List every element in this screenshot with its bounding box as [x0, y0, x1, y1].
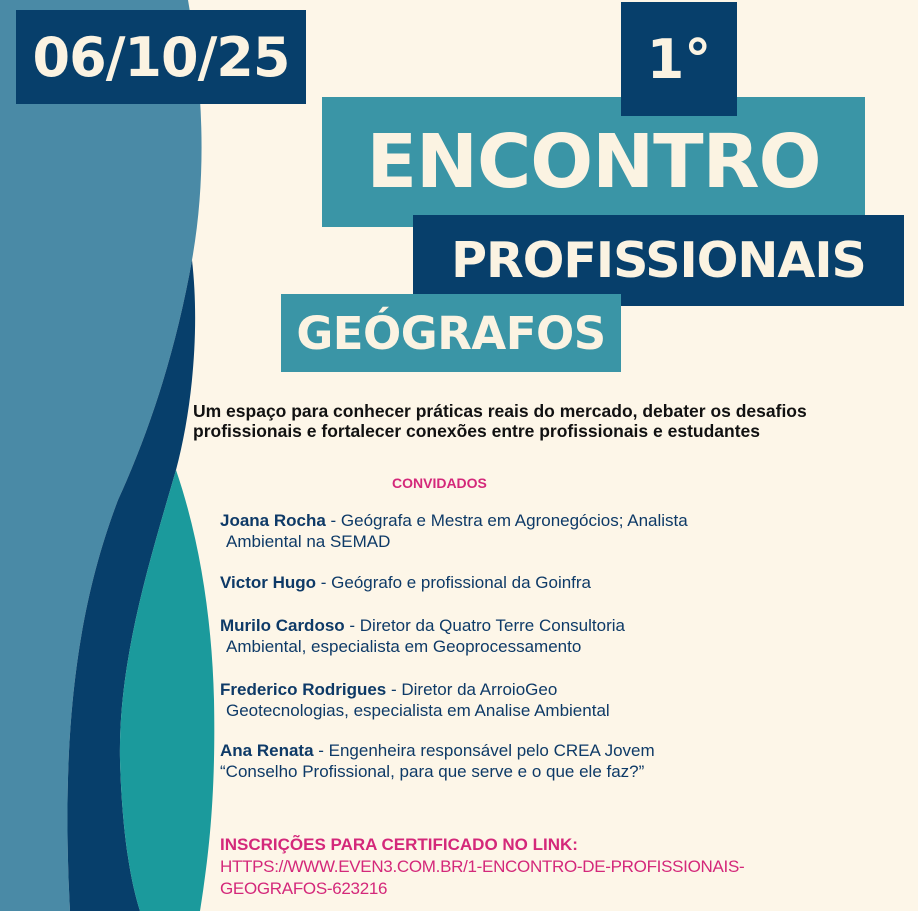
guest-description-cont: Ambiental na SEMAD — [226, 532, 391, 551]
guest-name: Joana Rocha — [220, 511, 326, 530]
guest-name: Frederico Rodrigues — [220, 680, 387, 699]
title-geografos: GEÓGRAFOS — [281, 294, 621, 372]
guest-name: Murilo Cardoso — [220, 616, 345, 635]
guest-description: - Diretor da Quatro Terre Consultoria — [344, 616, 625, 635]
guest-name: Victor Hugo — [220, 573, 317, 592]
guest-item — [220, 740, 780, 782]
registration-link[interactable]: HTTPS://WWW.EVEN3.COM.BR/1-ENCONTRO-DE-PROFISSIONAIS- — [220, 857, 745, 876]
title-profissionais: PROFISSIONAIS — [413, 215, 904, 306]
event-ordinal: 1° — [621, 2, 737, 116]
registration-title: INSCRIÇÕES PARA CERTIFICADO NO LINK: — [220, 835, 578, 854]
event-tagline: Um espaço para conhecer práticas reais do mercado, debater os desafios profissionais e fortalecer conexões entre profissionais e estudantes — [193, 401, 807, 441]
registration-block — [220, 834, 744, 900]
guests-heading: CONVIDADOS — [392, 475, 487, 491]
guest-description-cont: Geotecnologias, especialista em Analise Ambiental — [226, 701, 610, 720]
guest-description: - Geógrafa e Mestra em Agronegócios; Analista — [325, 511, 688, 530]
guest-description: - Diretor da ArroioGeo — [386, 680, 558, 699]
event-date: 06/10/25 — [16, 10, 306, 104]
registration-link-cont[interactable]: GEOGRAFOS-623216 — [220, 879, 388, 898]
guest-description: - Geógrafo e profissional da Goinfra — [316, 573, 592, 592]
guest-name: Ana Renata — [220, 741, 314, 760]
title-encontro: ENCONTRO — [322, 97, 865, 227]
guest-item — [220, 679, 780, 721]
guest-item — [220, 572, 780, 593]
guest-description-cont: “Conselho Profissional, para que serve e o que ele faz?” — [220, 762, 645, 781]
guest-description-cont: Ambiental, especialista em Geoprocessamento — [226, 637, 582, 656]
guest-item — [220, 510, 780, 552]
guest-item — [220, 615, 780, 657]
guest-description: - Engenheira responsável pelo CREA Jovem — [313, 741, 655, 760]
